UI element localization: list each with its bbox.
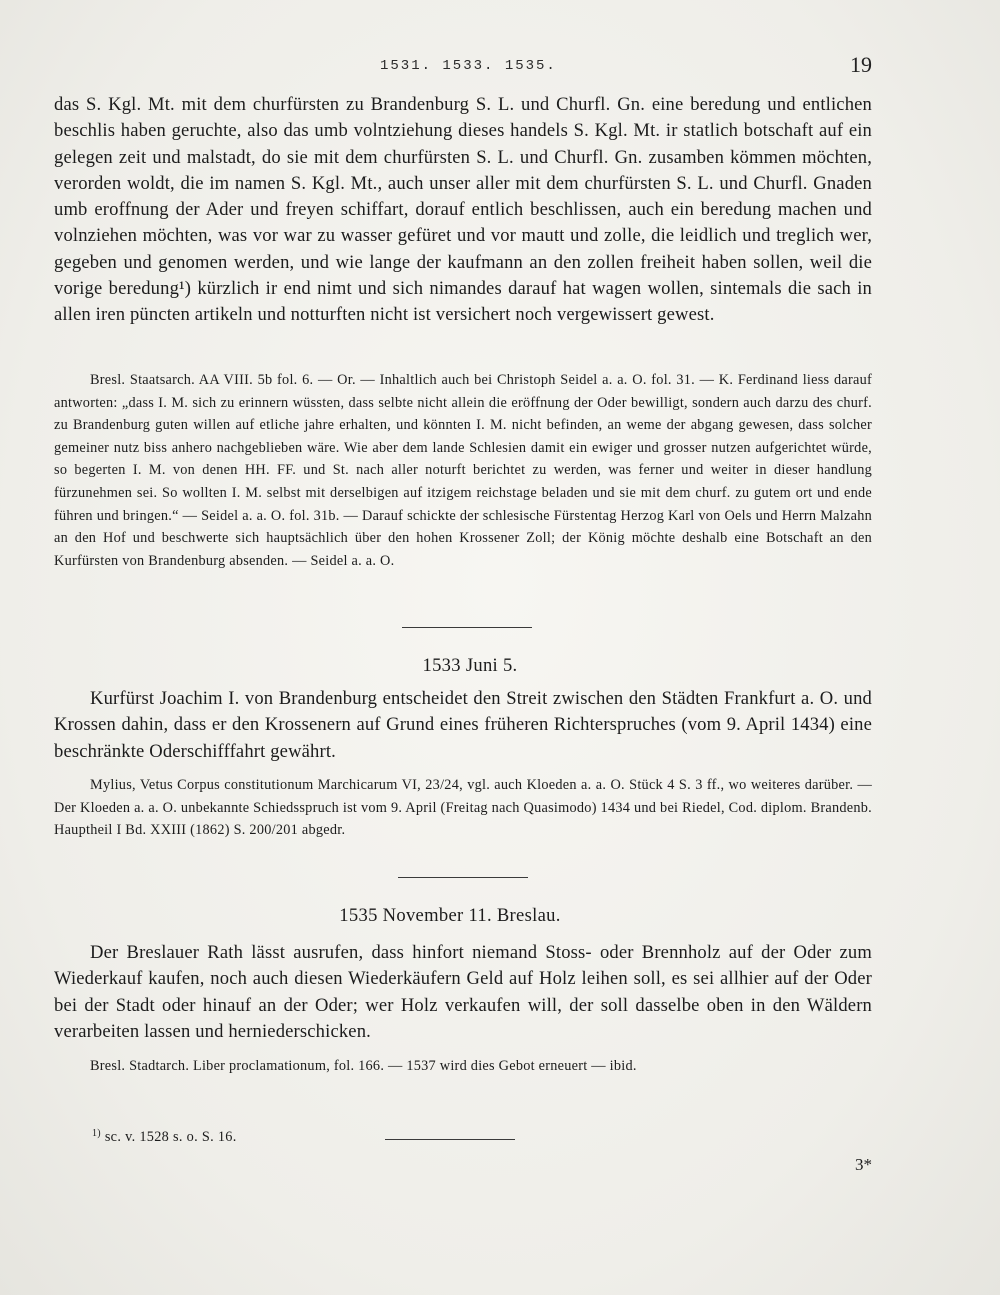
section-divider (398, 877, 528, 878)
main-text-continuation (54, 92, 872, 329)
page-number: 19 (850, 52, 872, 77)
entry-date-heading: 1535 November 11. Breslau. (339, 905, 561, 926)
archival-note-2 (54, 774, 872, 842)
entry-summary-1535 (54, 940, 872, 1045)
section-divider (402, 627, 532, 628)
entry-date-heading: 1533 Juni 5. (422, 655, 518, 676)
signature-mark: 3* (855, 1155, 872, 1174)
note-paragraph: Bresl. Stadtarch. Liber proclamationum, fol. 166. — 1537 wird dies Gebot erneuert — ibid. (90, 1058, 637, 1074)
paragraph: Kurfürst Joachim I. von Brandenburg entscheidet den Streit zwischen den Städten Frankfurt a. O. und Krossen dahin, dass er den Krossenern auf Grund eines früheren Richterspruches (vom 9. April 1434) eine beschränkte Oderschifffahrt gewährt. (54, 688, 872, 762)
footnote-divider (385, 1139, 515, 1140)
note-paragraph: Bresl. Staatsarch. AA VIII. 5b fol. 6. — Or. — Inhaltlich auch bei Christoph Seidel a. a. O. fol. 31. — K. Ferdinand liess darauf antworten: „dass I. M. sich zu erinnern wüssten, dass selbte nicht allein die eröffnung der Oder bewilligt, sondern auch darzu des churf. zu Brandenburg guten willen auf etliche jahre erhalten, und könnten I. M. nicht befinden, an weme der abgang gewesen, dass solcher gemeiner nutz biss anhero nachgeblieben wäre. Wie aber dem lande Schlesien damit ein ewiger und grosser nutzen aufgerichtet würde, so begerten I. M. von denen HH. FF. und St. nach aller noturft berichtet zu werden, was ferner und weiter in dieser handlung fürzunehmen sei. So wollten I. M. selbst mit derselbigen auf itzigem reichstage beladen und sie mit dem churf. zu gutem ort und ende führen und bringen.“ — Seidel a. a. O. fol. 31b. — Darauf schickte der schlesische Fürstentag Herzog Karl von Oels und Herrn Malzahn an den Hof und beschwerte sich hauptsächlich über den hohen Krossener Zoll; der König möchte deshalb eine Botschaft an den Kurfürsten von Brandenburg absenden. — Seidel a. a. O. (54, 372, 872, 569)
footnote-text: sc. v. 1528 s. o. S. 16. (104, 1129, 237, 1145)
entry-summary-1533 (54, 686, 872, 765)
footnote-mark: 1) (92, 1128, 101, 1139)
footnote (92, 1128, 237, 1146)
paragraph: das S. Kgl. Mt. mit dem churfürsten zu Brandenburg S. L. und Churfl. Gn. eine beredung und entlichen beschlis haben geruchte, also das umb volntziehung dieses handels S. Kgl. Mt. ir statlich botschaft auf ein gelegen zeit und malstadt, do sie mit dem churfürsten S. L. und Churfl. Gn. zusamben kömmen möchten, verorden woldt, die im namen S. Kgl. Mt., auch unser aller mit dem churfürsten S. L. und Churfl. Gnaden umb eroffnung der Ader und freyen schiffart, dorauf entlich beschlissen, auch ein beredung machen und volnziehen möchten, was vor war zu wasser gefüret und vor mautt und zolle, die leidlich und treglich wer, gegeben und genomen werden, und wie lange der kaufmann an den zollen freiheit haben sollen, weil die vorige beredung¹) kürzlich ir end nimt und sich nimandes darauf hat wagen wollen, sintemals die sach in allen iren püncten artikeln und notturften nicht ist versichert noch vergewissert gewest. (54, 94, 872, 326)
paragraph: Der Breslauer Rath lässt ausrufen, dass hinfort niemand Stoss- oder Brennholz auf der Oder zum Wiederkauf kaufen, noch auch diesen Wiederkäufern Geld auf Holz leihen soll, es sei allhier auf der Oder bei der Stadt oder hinauf an der Oder; wer Holz verkaufen will, der soll dasselbe oben in den Wäldern verarbeiten lassen und herniederschicken. (54, 942, 872, 1042)
note-paragraph: Mylius, Vetus Corpus constitutionum Marchicarum VI, 23/24, vgl. auch Kloeden a. a. O. Stück 4 S. 3 ff., wo weiteres darüber. — Der Kloeden a. a. O. unbekannte Schiedsspruch ist vom 9. April (Freitag nach Quasimodo) 1434 und bei Riedel, Cod. diplom. Brandenb. Hauptheil I Bd. XXIII (1862) S. 200/201 abgedr. (54, 777, 872, 839)
archival-note-3 (54, 1055, 872, 1078)
running-header (0, 52, 1000, 82)
archival-note-1 (54, 369, 872, 572)
header-years: 1531. 1533. 1535. (380, 58, 557, 74)
